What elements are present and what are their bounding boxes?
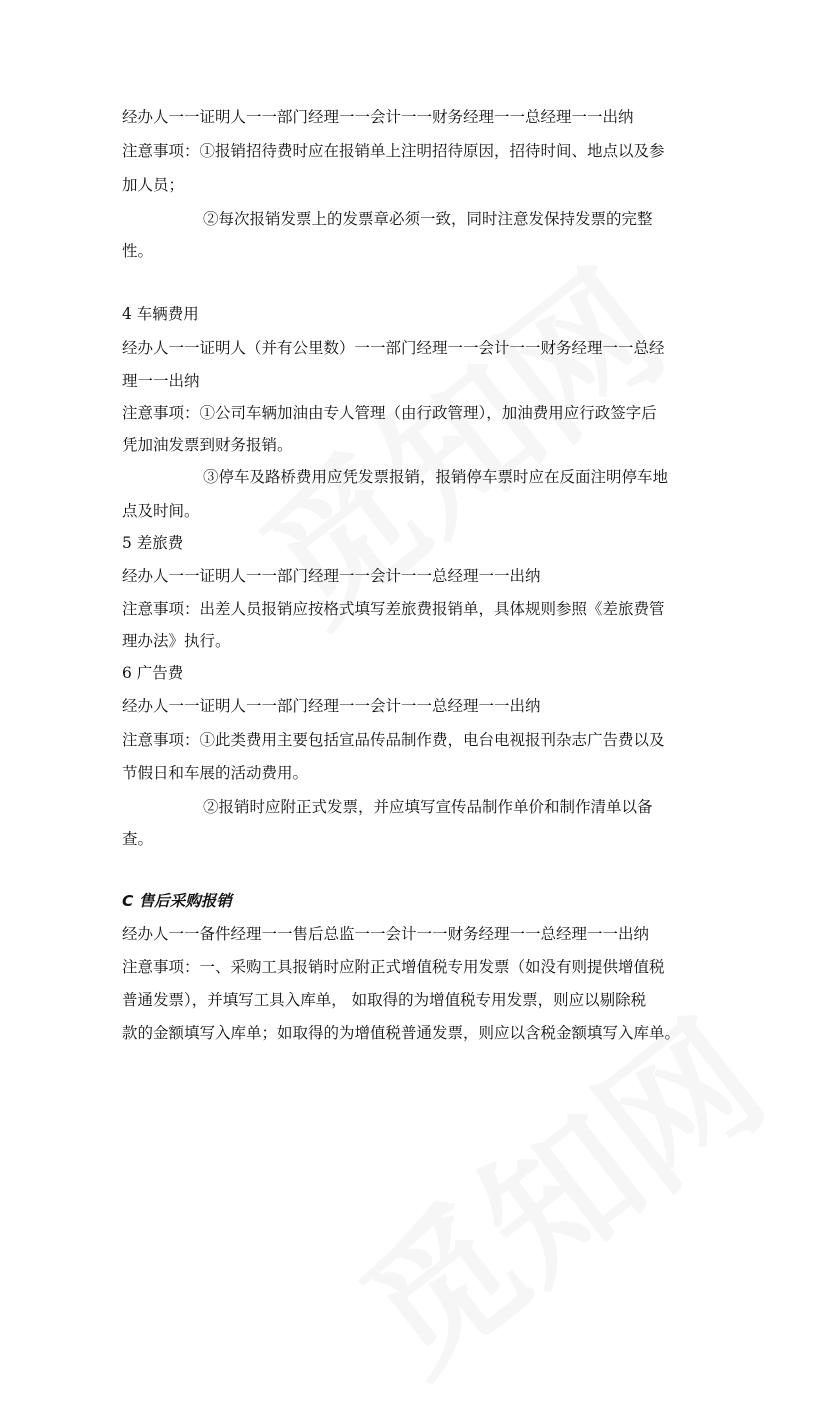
note-line: 加人员； (122, 176, 185, 194)
note-line: 注意事项：①公司车辆加油由专人管理（由行政管理），加油费用应行政签字后 (122, 404, 657, 422)
approval-flow-line: 经办人一一证明人（并有公里数）一一部门经理一一会计一一财务经理一一总经 (122, 339, 665, 357)
note-line: 注意事项：①此类费用主要包括宣品传品制作费，电台电视报刊杂志广告费以及 (122, 731, 665, 749)
approval-flow-line: 理一一出纳 (122, 372, 200, 390)
note-line: 性。 (122, 242, 154, 260)
note-line: ②每次报销发票上的发票章必须一致，同时注意发保持发票的完整 (203, 210, 653, 228)
note-line: 点及时间。 (122, 502, 200, 520)
note-line: 款的金额填写入库单；如取得的为增值税普通发票，则应以含税金额填写入库单。 (122, 1024, 681, 1042)
note-line: ②报销时应附正式发票，并应填写宣传品制作单价和制作清单以备 (203, 798, 653, 816)
approval-flow-line: 经办人一一证明人一一部门经理一一会计一一总经理一一出纳 (122, 567, 541, 585)
section-heading: 5 差旅费 (122, 534, 184, 552)
section-heading-c: C 售后采购报销 (122, 892, 232, 910)
section-heading: 4 车辆费用 (122, 305, 199, 323)
note-line: 注意事项：①报销招待费时应在报销单上注明招待原因，招待时间、地点以及参 (122, 142, 665, 160)
note-line: 理办法》执行。 (122, 632, 231, 650)
approval-flow-line: 经办人一一证明人一一部门经理一一会计一一总经理一一出纳 (122, 697, 541, 715)
note-line: 普通发票），并填写工具入库单， 如取得的为增值税专用发票，则应以剔除税 (122, 991, 647, 1009)
section-heading: 6 广告费 (122, 664, 184, 682)
note-line: 注意事项：一、采购工具报销时应附正式增值税专用发票（如没有则提供增值税 (122, 958, 665, 976)
note-line: 节假日和车展的活动费用。 (122, 764, 309, 782)
note-line: 注意事项：出差人员报销应按格式填写差旅费报销单，具体规则参照《差旅费管 (122, 600, 665, 618)
note-line: ③停车及路桥费用应凭发票报销，报销停车票时应在反面注明停车地 (203, 468, 669, 486)
approval-flow-line: 经办人一一备件经理一一售后总监一一会计一一财务经理一一总经理一一出纳 (122, 925, 650, 943)
note-line: 凭加油发票到财务报销。 (122, 436, 293, 454)
approval-flow-line: 经办人一一证明人一一部门经理一一会计一一财务经理一一总经理一一出纳 (122, 108, 634, 126)
note-line: 查。 (122, 830, 154, 848)
